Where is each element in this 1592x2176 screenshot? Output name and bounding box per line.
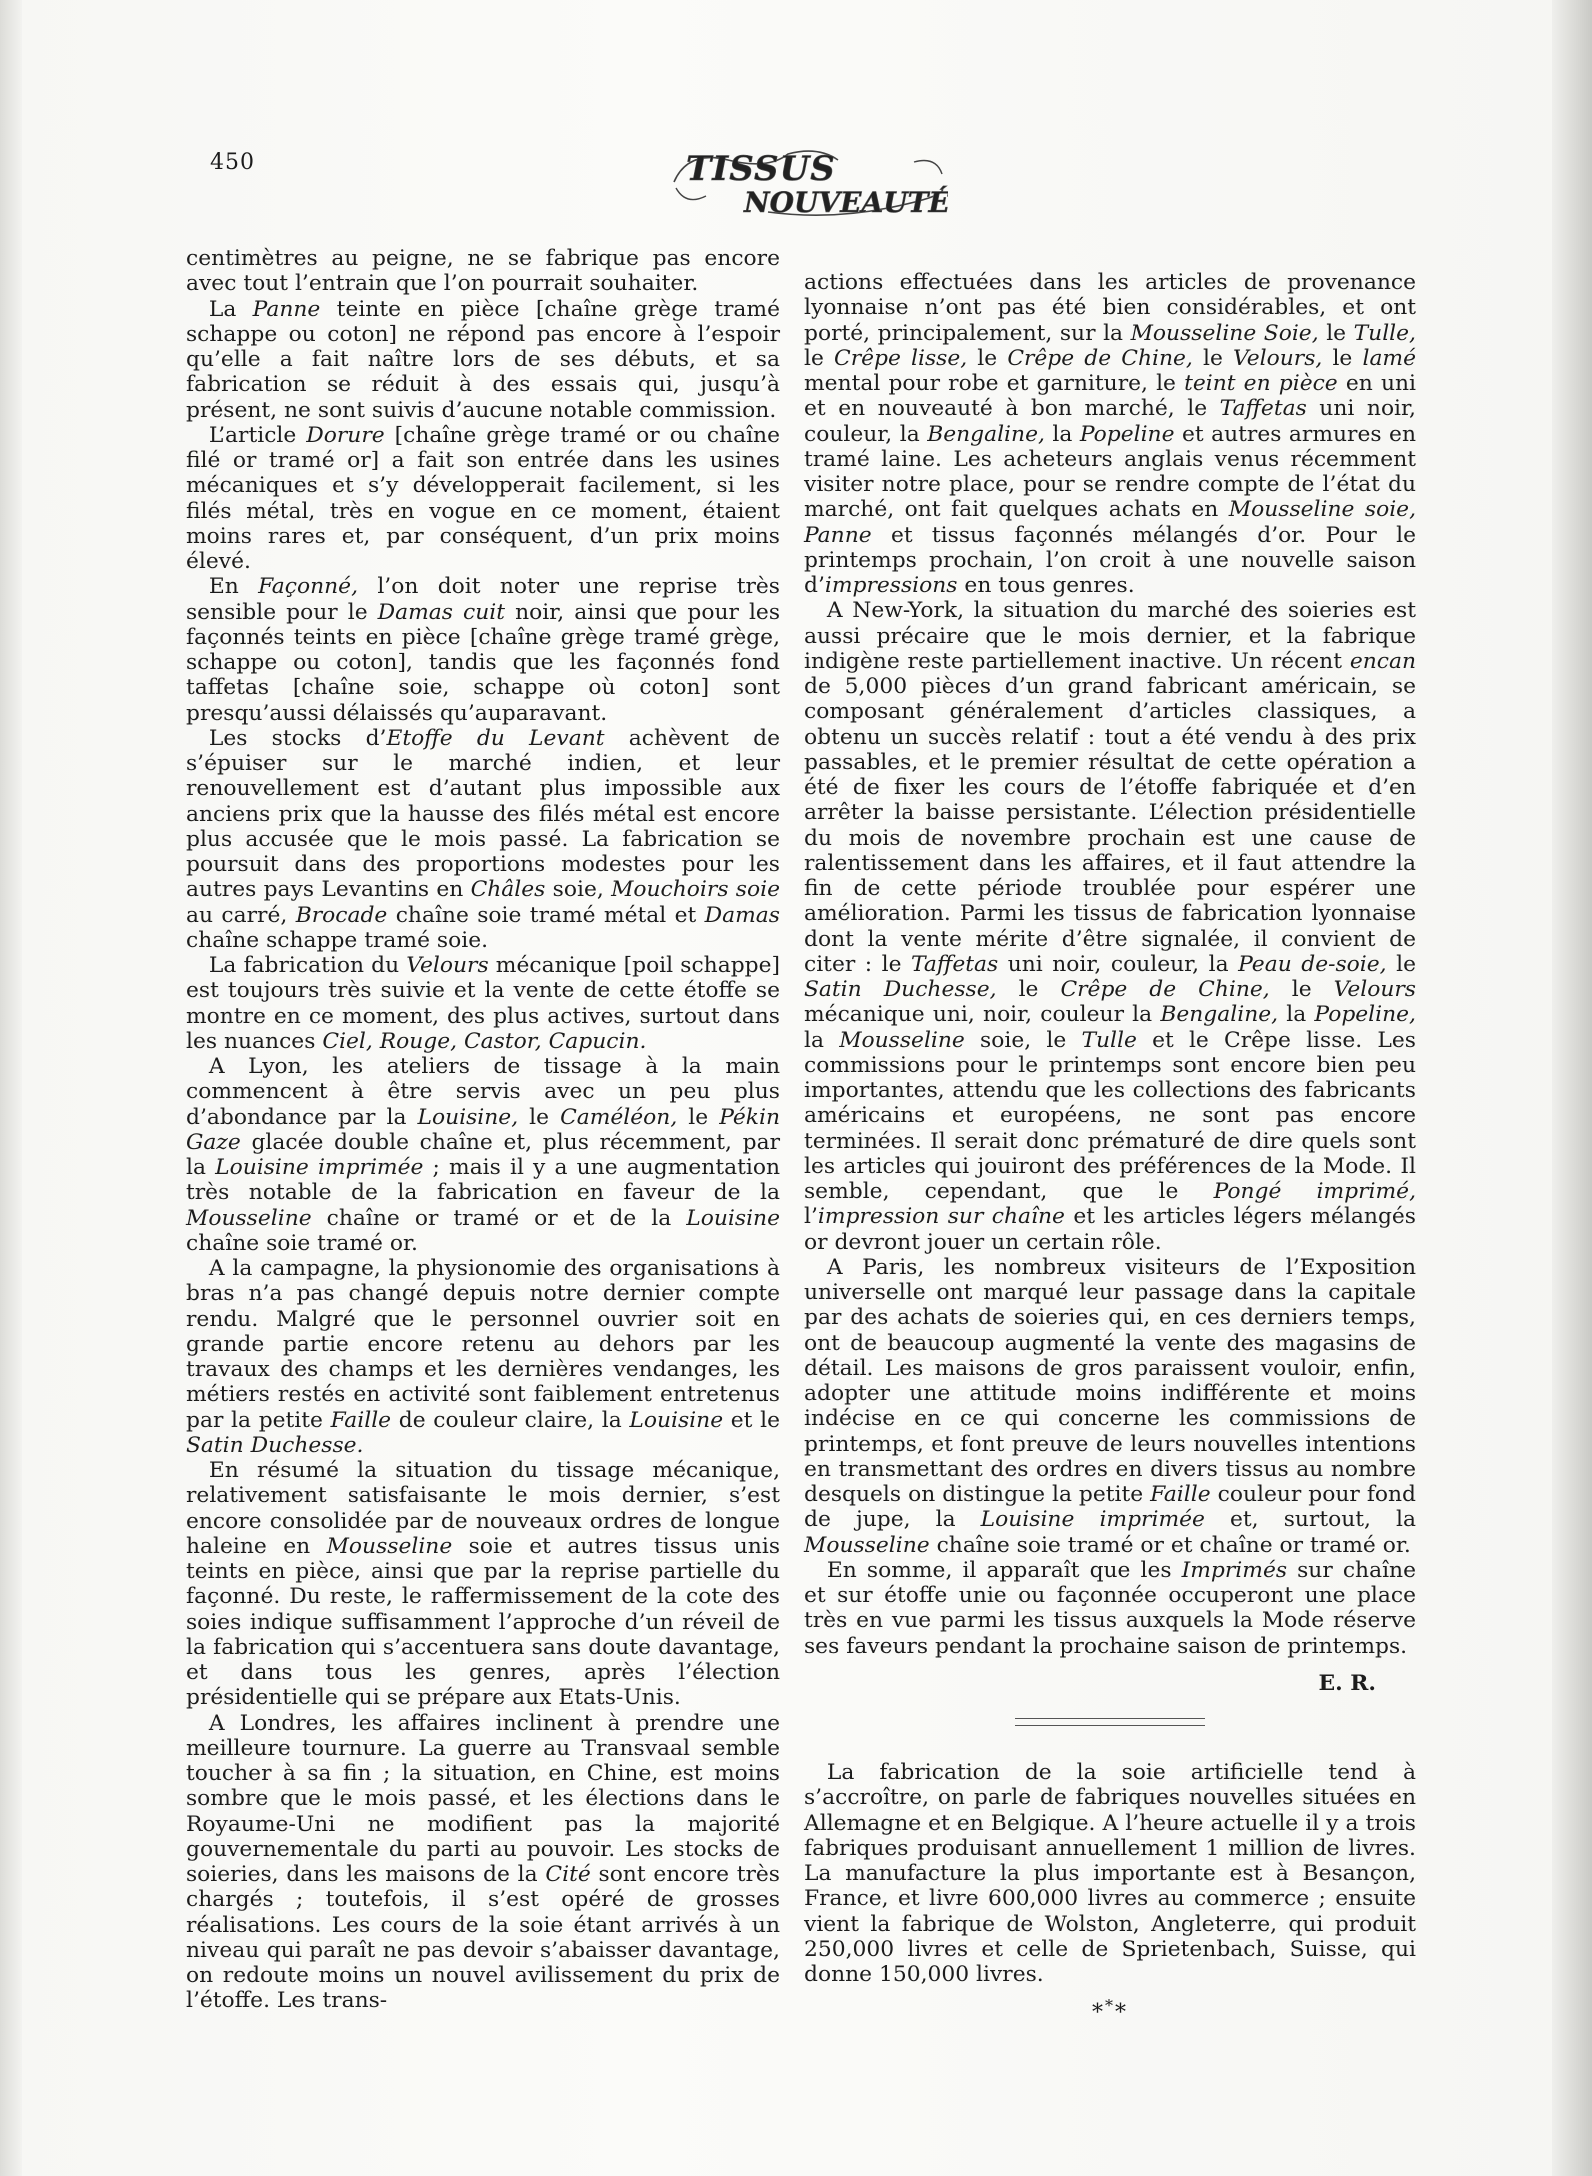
italic-term: Panne	[252, 296, 321, 322]
italic-term: Louisine imprimée	[980, 1507, 1205, 1533]
italic-term: Louisine	[686, 1205, 780, 1231]
italic-term: Peau de-soie,	[1238, 951, 1387, 977]
italic-term: Faille	[1150, 1482, 1211, 1507]
italic-term: impressions	[824, 573, 958, 598]
italic-term: Etoffe du Levant	[386, 725, 605, 751]
left-paragraph-5: Les stocks d’Etoffe du Levant achèvent de s’épuiser sur le marché indien, et leur renouvellement est d’autant plus impossible aux anciens prix que la hausse des filés métal est encore plus accusée que le mois passé. La fabrication se poursuit dans des proportions modestes pour les autres pays Levantins en Châles soie, Mouchoirs soie au carré, Brocade chaîne soie tramé métal et Damas chaîne schappe tramé soie.	[186, 725, 780, 953]
right-paragraph-3: A Paris, les nombreux visiteurs de l’Exposition universelle ont marqué leur passage dans la capitale par des achats de soieries qui, en ces derniers temps, ont de beaucoup augmenté la vente des magasins de détail. Les maisons de gros paraissent vouloir, enfin, adopter une attitude moins indifférente et moins indécise en ce qui concerne les commissions de printemps, et font preuve de leurs nouvelles intentions en transmettant des ordres en divers tissus au nombre desquels on distingue la petite Faille couleur pour fond de jupe, la Louisine imprimée et, surtout, la Mousseline chaîne soie tramé or et chaîne or tramé or.	[804, 1254, 1416, 1558]
left-paragraph-4: En Façonné, l’on doit noter une reprise très sensible pour le Damas cuit noir, ainsi que pour les façonnés teints en pièce [chaîne grège tramé grège, schappe ou coton], tandis que les façonnés fond taffetas [chaîne soie, schappe où coton] sont presqu’aussi délaissés qu’auparavant.	[186, 574, 781, 726]
italic-term: Louisine imprimée	[215, 1155, 424, 1180]
left-paragraph-6: La fabrication du Velours mécanique [poil schappe] est toujours très suivie et la vente de cette étoffe se montre en ce moment, des plus actives, surtout dans les nuances Ciel, Rouge, Castor, Capucin.	[186, 953, 781, 1054]
italic-term: Brocade	[295, 902, 388, 928]
italic-term: Crêpe de Chine,	[1060, 977, 1270, 1002]
right-paragraph-4: En somme, il apparaît que les Imprimés sur chaîne et sur étoffe unie ou façonnée occuperont une place très en vue parmi les tissus auxquels la Mode réserve ses faveurs pendant la prochaine saison de printemps.	[804, 1557, 1416, 1659]
italic-term: Mousseline soie, Panne	[804, 497, 1416, 548]
italic-term: Châles	[470, 877, 546, 903]
italic-term: Louisine	[629, 1407, 724, 1433]
italic-term: Bengaline,	[1160, 1002, 1279, 1028]
page-number: 450	[210, 150, 255, 175]
author-signature: E. R.	[1318, 1670, 1376, 1696]
right-paragraph-artificial-silk: La fabrication de la soie artificielle tend à s’accroître, on parle de fabriques nouvelles situées en Allemagne et en Belgique. A l’heure actuelle il y a trois fabriques produisant annuellement 1 million de livres. La manufacture la plus importante est à Besançon, France, et livre 600,000 livres au commerce ; ensuite vient la fabrique de Wolston, Angleterre, qui produit 250,000 livres et celle de Sprietenbach, Suisse, qui donne 150,000 livres.	[804, 1760, 1416, 1987]
italic-term: Velours,	[1233, 345, 1323, 371]
masthead-logo-graphic	[668, 142, 948, 220]
italic-term: encan	[1349, 648, 1416, 674]
italic-term: Faille	[330, 1407, 392, 1433]
italic-term: Mousseline Soie,	[1130, 320, 1319, 346]
italic-term: Mousseline	[839, 1027, 965, 1053]
italic-term: Popeline,	[1314, 1002, 1416, 1028]
asterism-star-top: *	[1105, 1996, 1115, 2016]
italic-term: Mouchoirs soie	[611, 877, 780, 903]
italic-term: Taffetas	[911, 951, 999, 977]
asterism-ornament	[804, 1993, 1416, 2026]
italic-term: Satin Duchesse,	[804, 977, 997, 1002]
right-paragraph-1: actions effectuées dans les articles de provenance lyonnaise n’ont pas été bien considérables, et ont porté, principalement, sur la Mousseline Soie, le Tulle, le Crêpe lisse, le Crêpe de Chine, le Velours, le lamé mental pour robe et garniture, le teint en pièce en uni et en nouveauté à bon marché, le Taffetas uni noir, couleur, la Bengaline, la Popeline et autres armures en tramé laine. Les acheteurs anglais venus récemment visiter notre place, pour se rendre compte de l’état du marché, ont fait quelques achats en Mousseline soie, Panne et tissus façonnés mélangés d’or. Pour le printemps prochain, l’on croit à une nouvelle saison d’impressions en tous genres.	[804, 270, 1417, 598]
left-paragraph-1: centimètres au peigne, ne se fabrique pas encore avec tout l’entrain que l’on pourrait souhaiter.	[186, 246, 780, 297]
italic-term: Satin Duchesse.	[186, 1432, 364, 1458]
italic-term: Façonné,	[258, 574, 359, 600]
italic-term: Pongé imprimé,	[1213, 1179, 1416, 1204]
italic-term: Popeline	[1079, 421, 1175, 447]
left-paragraph-7: A Lyon, les ateliers de tissage à la main commencent à être servis avec un peu plus d’abondance par la Louisine, le Caméléon, le Pékin Gaze glacée double chaîne et, plus récemment, par la Louisine imprimée ; mais il y a une augmentation très notable de la fabrication en faveur de la Mousseline chaîne or tramé or et de la Louisine chaîne soie tramé or.	[186, 1054, 780, 1256]
italic-term: Ciel, Rouge, Castor, Capucin.	[322, 1028, 647, 1054]
italic-term: Velours	[406, 953, 489, 978]
right-paragraph-2: A New-York, la situation du marché des soieries est aussi précaire que le mois dernier, et la fabrique indigène reste partiellement inactive. Un récent encan de 5,000 pièces d’un grand fabricant américain, se composant généralement d’articles classiques, a obtenu un succès relatif : tout a été vendu à des prix passables, et le premier résultat de cette opération a été de fixer les cours de l’étoffe fabriquée et d’en arrêter la baisse persistante. L’élection présidentielle du mois de novembre prochain est une cause de ralentissement dans les affaires, et il faut attendre la fin de cette période troublée pour espérer une amélioration. Parmi les tissus de fabrication lyonnaise dont la vente mérite d’être signalée, il convient de citer : le Taffetas uni noir, couleur, la Peau de-soie, le Satin Duchesse, le Crêpe de Chine, le Velours mécanique uni, noir, couleur la Bengaline, la Popeline, la Mousseline soie, le Tulle et le Crêpe lisse. Les commissions pour le printemps sont encore bien peu importantes, attendu que les collections des fabricants américains et européens, ne sont pas encore terminées. Il serait donc prématuré de dire quels sont les articles qui jouiront des préférences de la Mode. Il semble, cependant, que le Pongé imprimé, l’impression sur chaîne et les articles légers mélangés or devront jouer un certain rôle.	[804, 598, 1416, 1255]
italic-term: Bengaline,	[927, 421, 1045, 447]
page-left-shadow	[0, 0, 22, 2176]
italic-term: Dorure	[306, 422, 385, 448]
italic-term: Mousseline	[186, 1205, 312, 1231]
italic-term: teint en pièce	[1184, 371, 1338, 396]
italic-term: Velours	[1333, 977, 1416, 1002]
italic-term: Tulle	[1081, 1027, 1137, 1053]
italic-term: impression sur chaîne	[817, 1204, 1065, 1230]
asterism-star-right: *	[1115, 2000, 1128, 2026]
italic-term: lamé	[1362, 345, 1417, 371]
section-divider	[1015, 1718, 1205, 1726]
italic-term: Imprimés	[1181, 1557, 1288, 1583]
left-paragraph-8: A la campagne, la physionomie des organisations à bras n’a pas changé depuis notre dernier compte rendu. Malgré que le personnel ouvrier soit en grande partie encore retenu au dehors par les travaux des champs et les dernières vendanges, les métiers restés en activité sont faiblement entretenus par la petite Faille de couleur claire, la Louisine et le Satin Duchesse.	[186, 1256, 780, 1458]
left-column	[186, 246, 780, 2014]
italic-term: Mousseline	[804, 1532, 930, 1558]
italic-term: Damas cuit	[377, 599, 506, 625]
left-paragraph-9: En résumé la situation du tissage mécanique, relativement satisfaisante le mois dernier, s’est encore consolidée par de nouveaux ordres de longue haleine en Mousseline soie et autres tissus unis teints en pièce, ainsi que par la reprise partielle du façonné. Du reste, le raffermissement de la cote des soies indique suffisamment l’approche d’un réveil de la fabrication qui s’accentuera sans doute davantage, et dans tous les genres, après l’élection présidentielle qui se prépare aux Etats-Unis.	[186, 1458, 781, 1711]
italic-term: Pékin Gaze	[186, 1104, 780, 1155]
masthead-word-nouveautes: NOUVEAUTÉS	[744, 186, 948, 219]
italic-term: Mousseline	[326, 1533, 453, 1559]
right-column	[804, 270, 1416, 2026]
italic-term: Crêpe lisse,	[834, 345, 968, 371]
asterism-star-left: *	[1092, 2000, 1105, 2026]
italic-term: Tulle,	[1353, 320, 1416, 346]
left-paragraph-10: A Londres, les affaires inclinent à prendre une meilleure tournure. La guerre au Transvaal semble toucher à sa fin ; la situation, en Chine, est moins sombre que le mois passé, et les élections dans le Royaume-Uni ne modifient pas la majorité gouvernementale du parti au pouvoir. Les stocks de soieries, dans les maisons de la Cité sont encore très chargés ; toutefois, il s’est opéré de grosses réalisations. Les cours de la soie étant arrivés à un niveau qui paraît ne pas devoir s’abaisser davantage, on redoute moins un nouvel avilissement du prix de l’étoffe. Les trans-	[186, 1710, 780, 2014]
italic-term: Louisine,	[417, 1104, 519, 1130]
masthead-word-tissus: TISSUS	[686, 149, 836, 189]
italic-term: Crêpe de Chine,	[1007, 345, 1193, 371]
left-paragraph-3: L’article Dorure [chaîne grège tramé or ou chaîne filé or tramé or] a fait son entrée dans les usines mécaniques et s’y développerait facilement, si les filés métal, très en vogue en ce moment, étaient moins rares et, par conséquent, d’un prix moins élevé.	[186, 422, 780, 574]
italic-term: Damas	[704, 902, 780, 928]
italic-term: Cité	[545, 1862, 591, 1887]
masthead-logo	[668, 142, 948, 220]
italic-term: Caméléon,	[560, 1104, 678, 1130]
page-right-edge	[1552, 0, 1592, 2176]
left-paragraph-2: La Panne teinte en pièce [chaîne grège tramé schappe ou coton] ne répond pas encore à l’espoir qu’elle a fait naître lors de ses débuts, et sa fabrication se réduit à des essais qui, jusqu’à présent, ne sont suivis d’aucune notable commission.	[186, 296, 780, 423]
italic-term: Taffetas	[1219, 396, 1307, 422]
